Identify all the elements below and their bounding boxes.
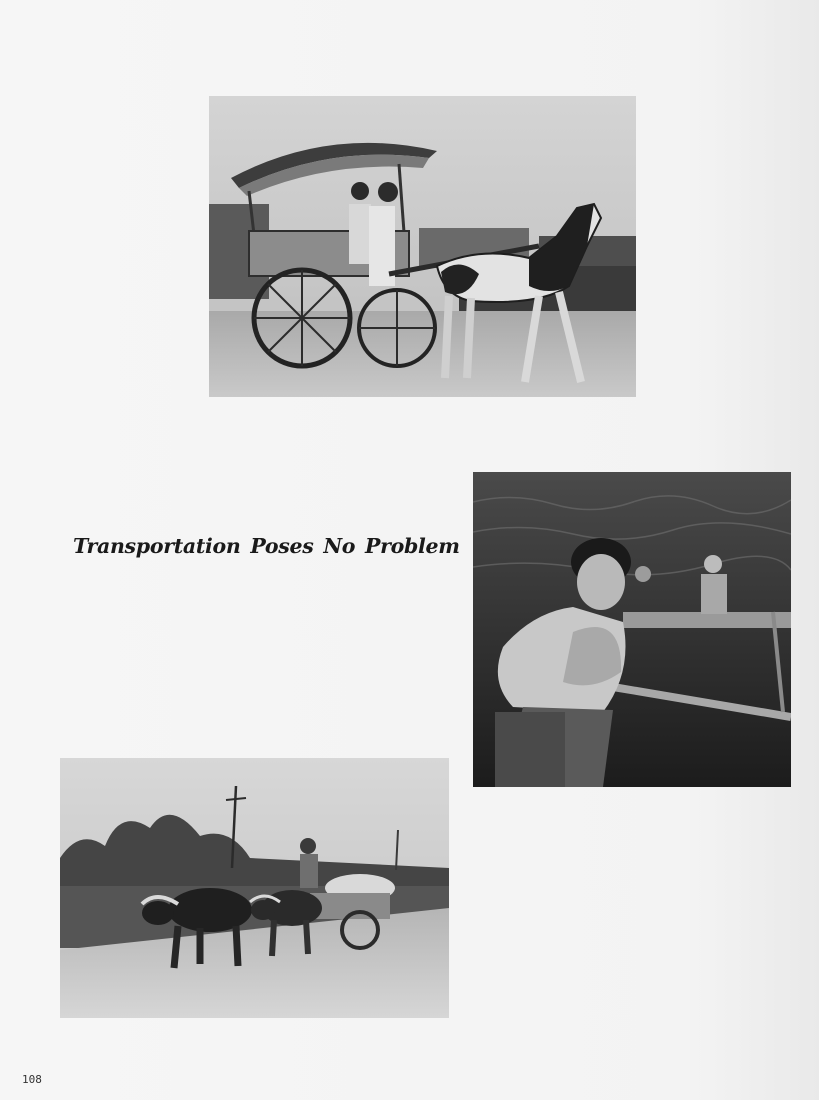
carriage-illustration xyxy=(209,96,636,397)
carabao-photo xyxy=(60,758,449,1018)
page-number: 108 xyxy=(22,1073,42,1086)
carabao-illustration xyxy=(60,758,449,1018)
page-title: Transportation Poses No Problem xyxy=(73,534,460,558)
boat-illustration xyxy=(473,472,791,787)
boat-photo xyxy=(473,472,791,787)
carriage-photo xyxy=(209,96,636,397)
